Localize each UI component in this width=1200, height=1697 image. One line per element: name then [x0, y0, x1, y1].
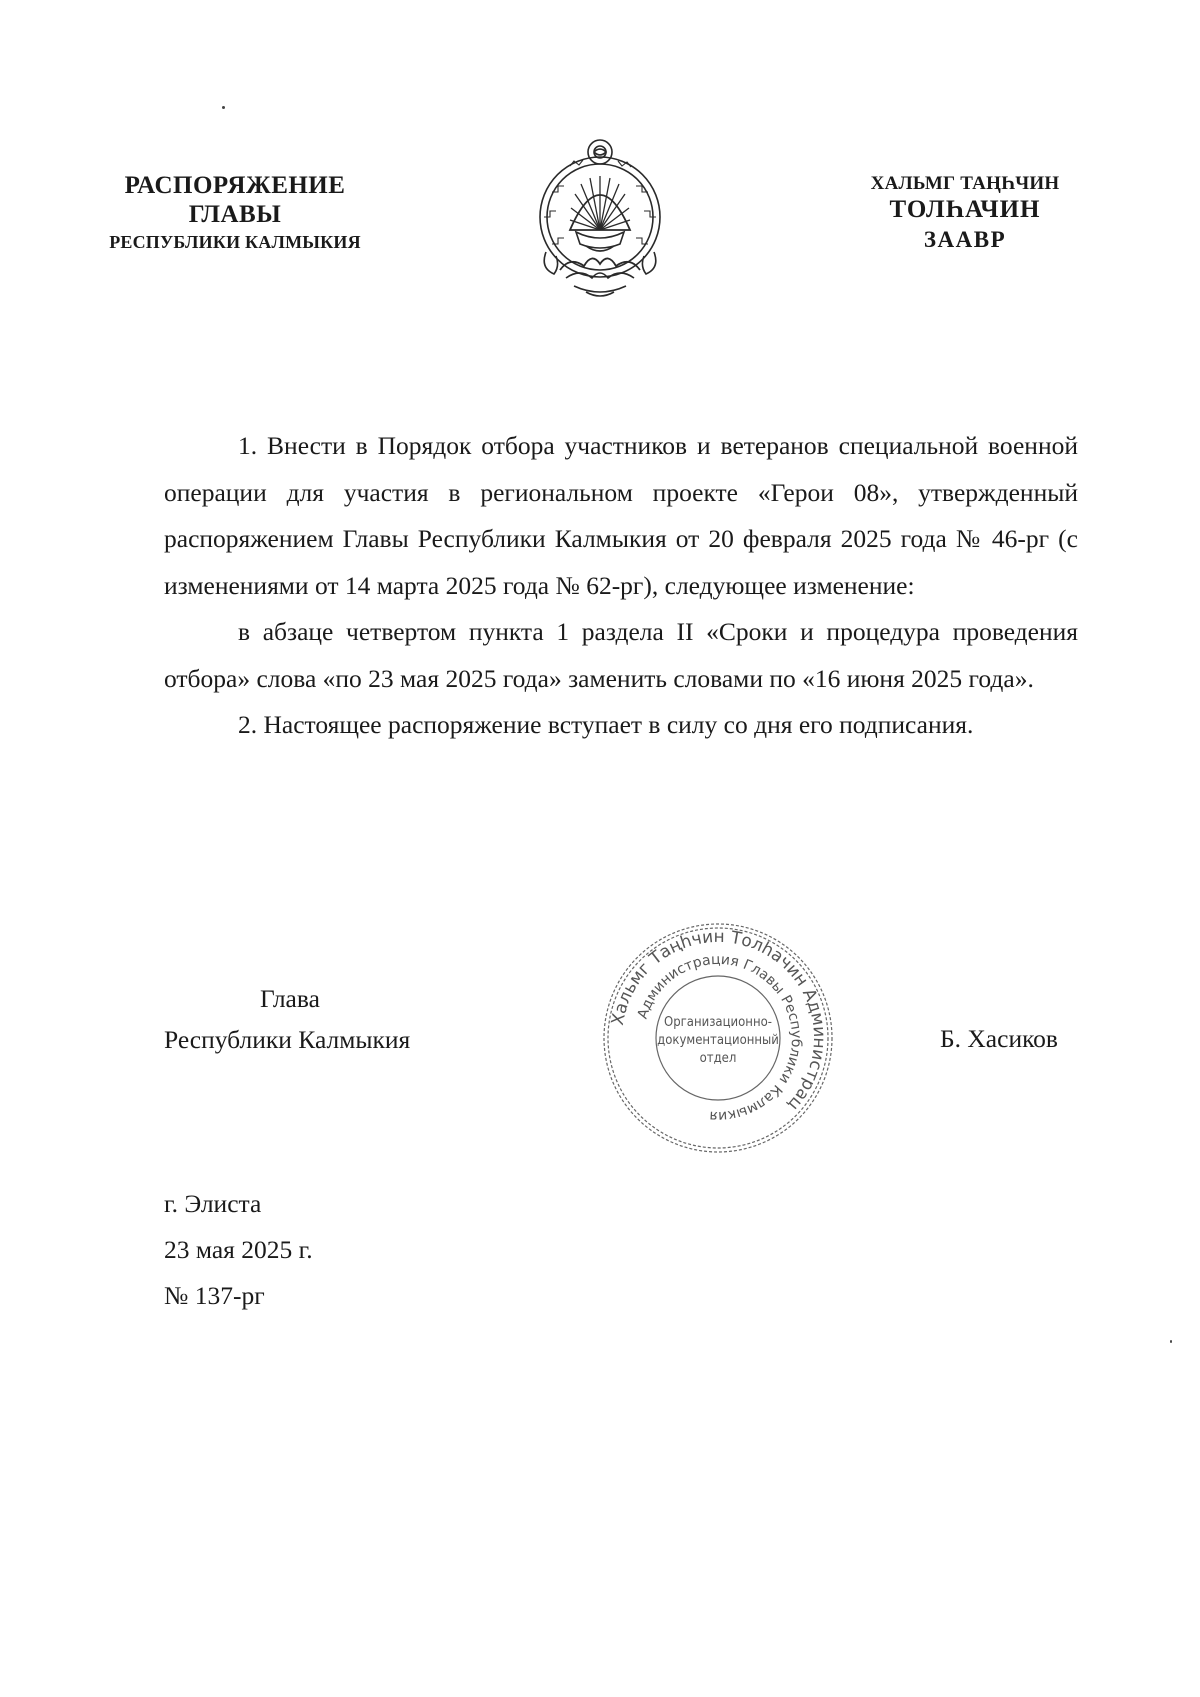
- header-right-line3: ЗААВР: [923, 226, 1007, 252]
- signatory-role-line1: Глава: [260, 984, 320, 1013]
- document-city: г. Элиста: [164, 1189, 262, 1218]
- stamp-center-line1: Организационно-: [664, 1015, 772, 1030]
- signatory-name: Б. Хасиков: [940, 1024, 1058, 1053]
- scan-speck: [222, 106, 225, 109]
- header-left-line3: РЕСПУБЛИКИ КАЛМЫКИЯ: [109, 231, 361, 252]
- document-body: [164, 423, 1078, 749]
- header-left-line1: РАСПОРЯЖЕНИЕ: [124, 172, 346, 199]
- stamp-center-line2: документационный: [657, 1033, 779, 1048]
- header-right-title-block: [830, 172, 1100, 254]
- header-left-line2: ГЛАВЫ: [188, 200, 282, 228]
- stamp-outer-ring-text: Хальмг Таңһчин Толһачин Администрац: [607, 926, 830, 1115]
- document-meta: [164, 1181, 313, 1319]
- official-seal-stamp: [598, 918, 838, 1158]
- paragraph-item-3: 2. Настоящее распоряжение вступает в силу со дня его подписания.: [238, 710, 974, 739]
- scan-speck: [1170, 1340, 1172, 1343]
- document-number: № 137-рг: [164, 1281, 265, 1310]
- stamp-center-line3: отдел: [699, 1051, 737, 1066]
- header-left-title-block: [80, 172, 390, 252]
- signatory-role: [164, 978, 410, 1060]
- paragraph-item-2: в абзаце четвертом пункта 1 раздела II «Сроки и процедура проведения отбора» слова «по 23 мая 2025 года» заменить словами по «16 июня 2025 года».: [164, 617, 1078, 693]
- signatory-role-line2: Республики Калмыкия: [164, 1025, 411, 1054]
- header-right-line2: ТОЛҺАЧИН: [889, 196, 1041, 224]
- paragraph-item-1: 1. Внести в Порядок отбора участников и ветеранов специальной военной операции для участия в региональном проекте «Герои 08», утвержденный распоряжением Главы Республики Калмыкия от 20 февраля 2025 года № 46-рг (с изменениями от 14 марта 2025 года № 62-рг), следующее изменение:: [164, 431, 1078, 600]
- stamp-inner-ring-path: Администрация Главы Республики Калмыкия: [634, 951, 805, 1125]
- header-right-line1: ХАЛЬМГ ТАҢҺЧИН: [870, 173, 1060, 194]
- coat-of-arms-of-kalmykia-icon: [530, 132, 670, 302]
- document-date: 23 мая 2025 г.: [164, 1235, 313, 1264]
